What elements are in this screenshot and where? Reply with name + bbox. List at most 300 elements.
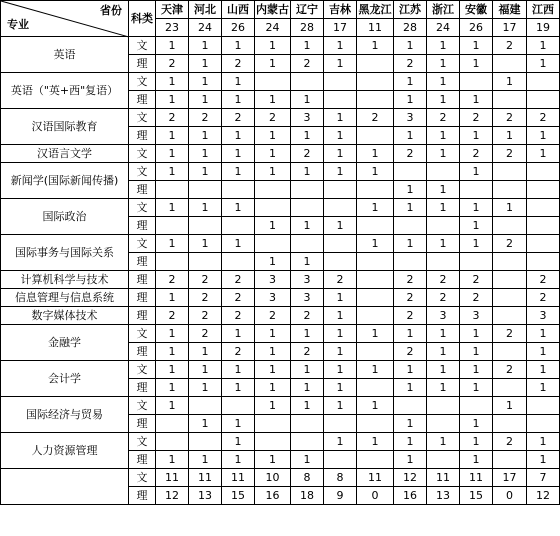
- quota-cell: 1: [460, 343, 493, 361]
- quota-cell: [527, 91, 560, 109]
- quota-cell: 1: [460, 415, 493, 433]
- quota-cell: 2: [527, 289, 560, 307]
- province-quota: 26: [222, 19, 255, 37]
- quota-cell: 2: [527, 271, 560, 289]
- quota-cell: 1: [427, 73, 460, 91]
- quota-cell: 3: [460, 307, 493, 325]
- quota-cell: 1: [357, 397, 394, 415]
- quota-cell: 1: [324, 361, 357, 379]
- quota-cell: 1: [357, 325, 394, 343]
- quota-cell: 1: [255, 145, 291, 163]
- province-quota: 23: [156, 19, 189, 37]
- quota-cell: [427, 451, 460, 469]
- table-row: [1, 325, 560, 343]
- quota-cell: 2: [222, 307, 255, 325]
- quota-cell: 1: [427, 37, 460, 55]
- quota-cell: 1: [156, 397, 189, 415]
- quota-cell: [427, 253, 460, 271]
- quota-cell: [527, 217, 560, 235]
- quota-cell: 2: [156, 271, 189, 289]
- major-name: 英语: [1, 37, 129, 73]
- header-row-provinces: [1, 1, 560, 19]
- quota-cell: 1: [394, 127, 427, 145]
- quota-cell: [527, 253, 560, 271]
- quota-cell: [357, 289, 394, 307]
- province-header: 内蒙古: [255, 1, 291, 19]
- quota-cell: 2: [156, 109, 189, 127]
- major-name: [1, 469, 129, 505]
- quota-cell: 15: [460, 487, 493, 505]
- quota-cell: [527, 397, 560, 415]
- quota-cell: [189, 397, 222, 415]
- quota-cell: [291, 199, 324, 217]
- quota-cell: 2: [324, 271, 357, 289]
- quota-cell: [324, 253, 357, 271]
- quota-cell: 3: [291, 271, 324, 289]
- quota-cell: 11: [460, 469, 493, 487]
- quota-cell: 1: [255, 397, 291, 415]
- quota-cell: 1: [527, 145, 560, 163]
- quota-cell: [394, 217, 427, 235]
- quota-cell: 1: [255, 37, 291, 55]
- quota-cell: 1: [156, 379, 189, 397]
- quota-cell: [527, 181, 560, 199]
- province-quota: 24: [255, 19, 291, 37]
- quota-cell: 1: [222, 361, 255, 379]
- table-row: [1, 289, 560, 307]
- table-row: [1, 73, 560, 91]
- quota-cell: 2: [222, 109, 255, 127]
- province-quota: 19: [527, 19, 560, 37]
- quota-cell: 2: [460, 271, 493, 289]
- quota-cell: 1: [324, 217, 357, 235]
- major-name: 新闻学(国际新闻传播): [1, 163, 129, 199]
- quota-cell: [460, 253, 493, 271]
- quota-cell: 1: [460, 451, 493, 469]
- quota-cell: [156, 217, 189, 235]
- quota-cell: [493, 343, 527, 361]
- quota-cell: 1: [189, 91, 222, 109]
- quota-cell: 1: [527, 451, 560, 469]
- category-cell: 理: [129, 217, 156, 235]
- quota-cell: 1: [222, 325, 255, 343]
- category-cell: 理: [129, 253, 156, 271]
- quota-cell: 1: [222, 415, 255, 433]
- quota-cell: 1: [222, 145, 255, 163]
- table-row: [1, 109, 560, 127]
- quota-cell: [493, 253, 527, 271]
- quota-cell: 16: [394, 487, 427, 505]
- category-cell: 文: [129, 109, 156, 127]
- quota-cell: 1: [357, 145, 394, 163]
- quota-cell: 9: [324, 487, 357, 505]
- quota-cell: 3: [291, 109, 324, 127]
- quota-cell: 1: [255, 91, 291, 109]
- quota-cell: [357, 181, 394, 199]
- major-name: 信息管理与信息系统: [1, 289, 129, 307]
- quota-cell: 2: [493, 37, 527, 55]
- quota-cell: [255, 415, 291, 433]
- major-name: 国际经济与贸易: [1, 397, 129, 433]
- province-quota: 11: [357, 19, 394, 37]
- quota-cell: 1: [427, 199, 460, 217]
- quota-cell: 16: [255, 487, 291, 505]
- quota-cell: 1: [357, 361, 394, 379]
- quota-cell: [324, 73, 357, 91]
- quota-cell: 1: [222, 37, 255, 55]
- quota-cell: 1: [394, 325, 427, 343]
- province-header: 江苏: [394, 1, 427, 19]
- quota-cell: 1: [156, 451, 189, 469]
- quota-cell: 1: [493, 73, 527, 91]
- quota-cell: 2: [222, 55, 255, 73]
- quota-cell: [427, 415, 460, 433]
- quota-cell: 1: [460, 217, 493, 235]
- quota-cell: [357, 451, 394, 469]
- quota-cell: 8: [291, 469, 324, 487]
- quota-cell: 1: [291, 163, 324, 181]
- quota-cell: [189, 181, 222, 199]
- quota-cell: 1: [291, 91, 324, 109]
- quota-cell: 13: [189, 487, 222, 505]
- quota-cell: 1: [189, 379, 222, 397]
- quota-cell: 11: [222, 469, 255, 487]
- quota-cell: [189, 217, 222, 235]
- quota-cell: 1: [427, 127, 460, 145]
- quota-cell: 1: [255, 217, 291, 235]
- category-cell: 理: [129, 127, 156, 145]
- quota-cell: 1: [460, 55, 493, 73]
- quota-cell: 1: [222, 73, 255, 91]
- quota-cell: 1: [357, 199, 394, 217]
- quota-cell: 1: [460, 163, 493, 181]
- quota-cell: 1: [255, 55, 291, 73]
- quota-cell: 1: [156, 289, 189, 307]
- quota-cell: 1: [527, 361, 560, 379]
- category-cell: 文: [129, 325, 156, 343]
- quota-cell: 1: [357, 235, 394, 253]
- table-row: [1, 361, 560, 379]
- quota-cell: 1: [493, 127, 527, 145]
- quota-cell: 1: [427, 235, 460, 253]
- quota-cell: 1: [189, 145, 222, 163]
- quota-cell: 1: [156, 145, 189, 163]
- quota-cell: 1: [255, 325, 291, 343]
- quota-cell: 2: [291, 343, 324, 361]
- category-cell: 文: [129, 397, 156, 415]
- province-quota: 28: [291, 19, 324, 37]
- quota-cell: 1: [222, 91, 255, 109]
- table-row: [1, 145, 560, 163]
- quota-cell: 1: [527, 127, 560, 145]
- quota-cell: 2: [189, 307, 222, 325]
- quota-cell: [427, 163, 460, 181]
- quota-cell: 1: [357, 433, 394, 451]
- quota-cell: 1: [291, 325, 324, 343]
- quota-cell: [394, 163, 427, 181]
- category-cell: 文: [129, 433, 156, 451]
- quota-cell: [357, 253, 394, 271]
- table-row: [1, 271, 560, 289]
- quota-cell: 2: [394, 307, 427, 325]
- quota-cell: 1: [427, 181, 460, 199]
- quota-cell: 1: [189, 163, 222, 181]
- quota-cell: 1: [291, 127, 324, 145]
- quota-cell: 11: [357, 469, 394, 487]
- quota-cell: 1: [189, 343, 222, 361]
- quota-cell: 2: [460, 145, 493, 163]
- quota-cell: 2: [189, 289, 222, 307]
- quota-cell: [357, 91, 394, 109]
- province-header: 天津: [156, 1, 189, 19]
- category-cell: 理: [129, 343, 156, 361]
- quota-cell: [394, 397, 427, 415]
- quota-cell: 3: [255, 271, 291, 289]
- category-cell: 理: [129, 91, 156, 109]
- quota-cell: 1: [394, 91, 427, 109]
- quota-cell: 1: [324, 163, 357, 181]
- quota-cell: 1: [427, 379, 460, 397]
- quota-cell: 1: [357, 163, 394, 181]
- quota-cell: 0: [357, 487, 394, 505]
- quota-cell: [189, 253, 222, 271]
- quota-cell: 15: [222, 487, 255, 505]
- quota-cell: 1: [493, 199, 527, 217]
- quota-cell: [324, 235, 357, 253]
- quota-cell: 1: [394, 235, 427, 253]
- quota-cell: [427, 217, 460, 235]
- quota-cell: 1: [460, 127, 493, 145]
- province-header: 吉林: [324, 1, 357, 19]
- quota-cell: 1: [527, 325, 560, 343]
- quota-cell: 1: [460, 361, 493, 379]
- category-cell: 理: [129, 271, 156, 289]
- category-cell: 文: [129, 199, 156, 217]
- quota-cell: 1: [460, 235, 493, 253]
- quota-cell: 1: [222, 235, 255, 253]
- quota-cell: 1: [324, 325, 357, 343]
- category-cell: 理: [129, 451, 156, 469]
- quota-cell: [357, 271, 394, 289]
- quota-cell: 1: [291, 37, 324, 55]
- major-name: 国际事务与国际关系: [1, 235, 129, 271]
- category-cell: 理: [129, 289, 156, 307]
- province-header: 辽宁: [291, 1, 324, 19]
- quota-cell: 1: [189, 55, 222, 73]
- quota-cell: 1: [324, 109, 357, 127]
- quota-cell: [255, 181, 291, 199]
- province-quota: 17: [324, 19, 357, 37]
- quota-cell: 1: [255, 163, 291, 181]
- quota-cell: 1: [394, 415, 427, 433]
- table-row: [1, 235, 560, 253]
- table-row: [1, 163, 560, 181]
- quota-cell: 1: [156, 199, 189, 217]
- quota-cell: 3: [291, 289, 324, 307]
- quota-cell: 2: [222, 271, 255, 289]
- quota-cell: 1: [324, 145, 357, 163]
- quota-cell: 2: [357, 109, 394, 127]
- quota-cell: [527, 235, 560, 253]
- quota-cell: 1: [156, 37, 189, 55]
- quota-cell: 1: [527, 37, 560, 55]
- category-cell: 理: [129, 379, 156, 397]
- quota-cell: 1: [394, 37, 427, 55]
- quota-cell: 1: [493, 397, 527, 415]
- quota-cell: 1: [156, 91, 189, 109]
- province-header: 浙江: [427, 1, 460, 19]
- quota-cell: [427, 397, 460, 415]
- quota-cell: 1: [156, 361, 189, 379]
- quota-cell: [357, 307, 394, 325]
- quota-cell: 2: [156, 55, 189, 73]
- quota-cell: 3: [394, 109, 427, 127]
- quota-cell: 1: [394, 361, 427, 379]
- quota-cell: 17: [493, 469, 527, 487]
- quota-cell: 1: [222, 433, 255, 451]
- category-cell: 理: [129, 415, 156, 433]
- quota-cell: [493, 307, 527, 325]
- major-name: 英语（"英+西"复语）: [1, 73, 129, 109]
- quota-cell: [156, 181, 189, 199]
- quota-cell: 18: [291, 487, 324, 505]
- quota-cell: 2: [427, 109, 460, 127]
- category-header: 科类: [129, 1, 156, 37]
- quota-cell: 2: [222, 289, 255, 307]
- province-header: 福建: [493, 1, 527, 19]
- quota-cell: [493, 289, 527, 307]
- quota-cell: 1: [291, 451, 324, 469]
- quota-cell: 1: [255, 253, 291, 271]
- quota-cell: [527, 415, 560, 433]
- quota-cell: [527, 163, 560, 181]
- quota-cell: 1: [189, 415, 222, 433]
- quota-cell: [493, 181, 527, 199]
- category-cell: 文: [129, 469, 156, 487]
- quota-cell: 1: [427, 145, 460, 163]
- quota-cell: 2: [255, 307, 291, 325]
- quota-cell: 1: [291, 253, 324, 271]
- quota-cell: 12: [527, 487, 560, 505]
- quota-cell: 12: [394, 469, 427, 487]
- province-quota: 26: [460, 19, 493, 37]
- quota-cell: 2: [156, 307, 189, 325]
- quota-cell: 2: [493, 109, 527, 127]
- quota-cell: [357, 127, 394, 145]
- quota-cell: 1: [291, 217, 324, 235]
- quota-cell: 3: [427, 307, 460, 325]
- quota-cell: [324, 199, 357, 217]
- quota-cell: 1: [527, 379, 560, 397]
- quota-cell: 2: [493, 361, 527, 379]
- category-cell: 文: [129, 361, 156, 379]
- quota-cell: [357, 343, 394, 361]
- quota-cell: 1: [394, 199, 427, 217]
- quota-cell: 2: [493, 145, 527, 163]
- table-row: [1, 37, 560, 55]
- quota-cell: 1: [189, 451, 222, 469]
- quota-cell: [324, 451, 357, 469]
- quota-cell: [493, 379, 527, 397]
- quota-cell: 1: [324, 127, 357, 145]
- category-cell: 理: [129, 307, 156, 325]
- quota-cell: 11: [156, 469, 189, 487]
- quota-cell: 1: [357, 37, 394, 55]
- quota-cell: 2: [291, 307, 324, 325]
- quota-cell: 11: [427, 469, 460, 487]
- quota-cell: 1: [156, 343, 189, 361]
- quota-cell: 1: [222, 127, 255, 145]
- quota-cell: 2: [427, 271, 460, 289]
- quota-cell: [460, 181, 493, 199]
- quota-cell: 12: [156, 487, 189, 505]
- quota-cell: [493, 163, 527, 181]
- quota-cell: 2: [189, 325, 222, 343]
- quota-cell: 1: [324, 307, 357, 325]
- quota-cell: [324, 415, 357, 433]
- quota-cell: 1: [255, 361, 291, 379]
- major-name: 人力资源管理: [1, 433, 129, 469]
- quota-cell: 2: [291, 55, 324, 73]
- quota-cell: 1: [222, 163, 255, 181]
- major-name: 国际政治: [1, 199, 129, 235]
- quota-cell: 2: [427, 289, 460, 307]
- major-name: 汉语言文学: [1, 145, 129, 163]
- province-header-label: 省份: [100, 4, 122, 17]
- quota-cell: 1: [460, 379, 493, 397]
- quota-cell: [156, 253, 189, 271]
- quota-cell: 1: [460, 37, 493, 55]
- quota-cell: 2: [189, 271, 222, 289]
- quota-cell: [493, 271, 527, 289]
- quota-cell: 1: [189, 199, 222, 217]
- quota-cell: 1: [460, 199, 493, 217]
- quota-cell: 1: [189, 361, 222, 379]
- quota-cell: 1: [427, 361, 460, 379]
- quota-cell: 7: [527, 469, 560, 487]
- major-name: 计算机科学与技术: [1, 271, 129, 289]
- quota-cell: [255, 73, 291, 91]
- quota-cell: 1: [291, 397, 324, 415]
- quota-cell: 1: [324, 55, 357, 73]
- quota-cell: [222, 181, 255, 199]
- quota-cell: 1: [427, 433, 460, 451]
- quota-cell: 1: [324, 289, 357, 307]
- table-row: [1, 397, 560, 415]
- quota-cell: 1: [156, 73, 189, 91]
- province-header: 江西: [527, 1, 560, 19]
- quota-cell: 1: [394, 433, 427, 451]
- quota-cell: [357, 217, 394, 235]
- quota-cell: 1: [394, 379, 427, 397]
- category-cell: 文: [129, 163, 156, 181]
- quota-cell: 1: [460, 325, 493, 343]
- header-corner: [1, 1, 129, 37]
- quota-cell: 2: [189, 109, 222, 127]
- quota-cell: 2: [460, 289, 493, 307]
- province-header: 山西: [222, 1, 255, 19]
- quota-cell: 1: [156, 163, 189, 181]
- quota-cell: [493, 415, 527, 433]
- province-header: 黑龙江: [357, 1, 394, 19]
- quota-cell: 3: [527, 307, 560, 325]
- quota-cell: 1: [222, 451, 255, 469]
- quota-cell: 13: [427, 487, 460, 505]
- table-row: [1, 307, 560, 325]
- quota-cell: [291, 73, 324, 91]
- quota-cell: 1: [324, 433, 357, 451]
- quota-cell: [222, 253, 255, 271]
